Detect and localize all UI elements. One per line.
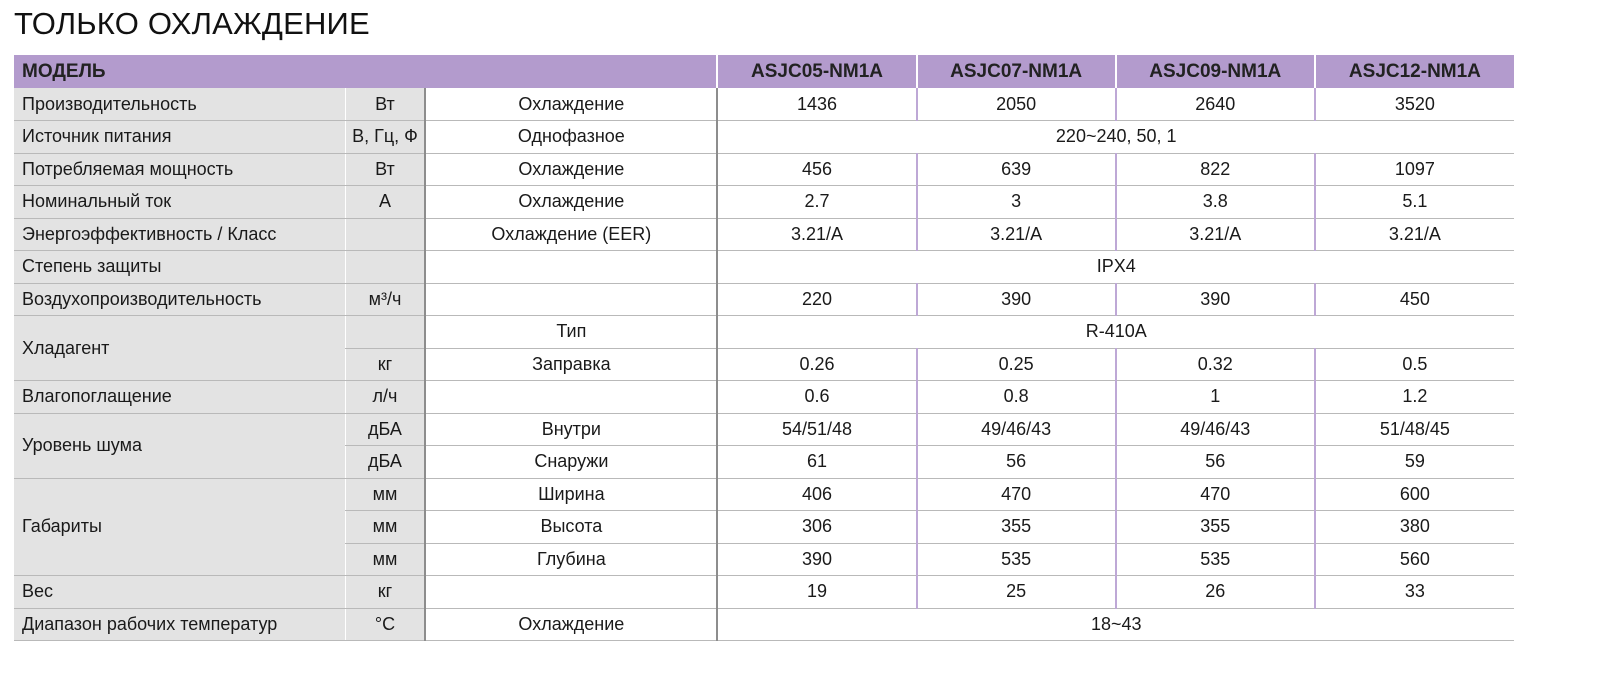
spec-value: 0.6 (717, 381, 916, 414)
spec-unit: А (345, 186, 425, 219)
model-header: ASJC09-NM1A (1116, 55, 1315, 88)
spec-value: 59 (1315, 446, 1514, 479)
spec-value: 1436 (717, 88, 916, 121)
spec-value: 390 (1116, 283, 1315, 316)
spec-label: Уровень шума (14, 413, 345, 478)
spec-label: Хладагент (14, 316, 345, 381)
spec-value: 3 (917, 186, 1116, 219)
spec-value: 470 (1116, 478, 1315, 511)
table-row (14, 88, 1514, 121)
spec-parameter (425, 576, 717, 609)
spec-value: 0.32 (1116, 348, 1315, 381)
spec-value: 220 (717, 283, 916, 316)
spec-unit: В, Гц, Ф (345, 121, 425, 154)
model-header: ASJC12-NM1A (1315, 55, 1514, 88)
spec-label: Производительность (14, 88, 345, 121)
spec-table-body (14, 88, 1514, 641)
table-row (14, 121, 1514, 154)
table-row (14, 218, 1514, 251)
spec-unit: м³/ч (345, 283, 425, 316)
spec-unit: дБА (345, 413, 425, 446)
spec-value-shared: IPX4 (717, 251, 1514, 284)
spec-value: 49/46/43 (1116, 413, 1315, 446)
spec-value: 390 (917, 283, 1116, 316)
table-row (14, 576, 1514, 609)
spec-unit: мм (345, 511, 425, 544)
spec-value: 19 (717, 576, 916, 609)
spec-parameter (425, 283, 717, 316)
spec-unit: мм (345, 478, 425, 511)
spec-value: 3.21/A (1116, 218, 1315, 251)
spec-value: 3.21/A (717, 218, 916, 251)
spec-value: 5.1 (1315, 186, 1514, 219)
table-row (14, 413, 1514, 446)
spec-unit (345, 316, 425, 349)
spec-parameter: Снаружи (425, 446, 717, 479)
model-header: ASJC07-NM1A (917, 55, 1116, 88)
spec-parameter (425, 381, 717, 414)
spec-parameter: Охлаждение (425, 608, 717, 641)
spec-parameter: Охлаждение (EER) (425, 218, 717, 251)
spec-parameter: Высота (425, 511, 717, 544)
spec-value: 560 (1315, 543, 1514, 576)
spec-value: 456 (717, 153, 916, 186)
spec-parameter: Охлаждение (425, 186, 717, 219)
spec-value: 54/51/48 (717, 413, 916, 446)
spec-value: 306 (717, 511, 916, 544)
spec-parameter: Однофазное (425, 121, 717, 154)
spec-value: 355 (917, 511, 1116, 544)
spec-value: 2.7 (717, 186, 916, 219)
spec-unit: дБА (345, 446, 425, 479)
spec-value: 0.26 (717, 348, 916, 381)
spec-value: 56 (1116, 446, 1315, 479)
spec-parameter (425, 251, 717, 284)
spec-label: Степень защиты (14, 251, 345, 284)
spec-parameter: Глубина (425, 543, 717, 576)
spec-value: 406 (717, 478, 916, 511)
spec-label: Энергоэффективность / Класс (14, 218, 345, 251)
spec-value: 3.21/A (1315, 218, 1514, 251)
spec-value: 0.25 (917, 348, 1116, 381)
spec-parameter: Охлаждение (425, 88, 717, 121)
spec-parameter: Охлаждение (425, 153, 717, 186)
spec-value: 600 (1315, 478, 1514, 511)
spec-value: 25 (917, 576, 1116, 609)
spec-value: 3.8 (1116, 186, 1315, 219)
spec-unit: кг (345, 576, 425, 609)
spec-unit (345, 251, 425, 284)
spec-label: Влагопоглащение (14, 381, 345, 414)
spec-value: 535 (1116, 543, 1315, 576)
header-row (14, 55, 1514, 88)
spec-label: Вес (14, 576, 345, 609)
spec-value: 639 (917, 153, 1116, 186)
spec-unit: °C (345, 608, 425, 641)
table-row (14, 251, 1514, 284)
spec-value-shared: R-410A (717, 316, 1514, 349)
spec-value: 0.5 (1315, 348, 1514, 381)
spec-unit: Вт (345, 88, 425, 121)
spec-value: 355 (1116, 511, 1315, 544)
spec-label: Диапазон рабочих температур (14, 608, 345, 641)
spec-value: 2640 (1116, 88, 1315, 121)
table-row (14, 316, 1514, 349)
spec-label: Номинальный ток (14, 186, 345, 219)
spec-value: 49/46/43 (917, 413, 1116, 446)
spec-value: 3.21/A (917, 218, 1116, 251)
table-row (14, 381, 1514, 414)
page-title: ТОЛЬКО ОХЛАЖДЕНИЕ (14, 6, 370, 41)
spec-value: 822 (1116, 153, 1315, 186)
spec-value: 1097 (1315, 153, 1514, 186)
spec-value: 51/48/45 (1315, 413, 1514, 446)
spec-unit: Вт (345, 153, 425, 186)
spec-value: 1.2 (1315, 381, 1514, 414)
table-row (14, 186, 1514, 219)
spec-label: Источник питания (14, 121, 345, 154)
spec-value: 450 (1315, 283, 1514, 316)
spec-value: 56 (917, 446, 1116, 479)
spec-parameter: Заправка (425, 348, 717, 381)
spec-unit: мм (345, 543, 425, 576)
spec-unit (345, 218, 425, 251)
spec-value: 1 (1116, 381, 1315, 414)
spec-table (14, 55, 1514, 641)
spec-value: 26 (1116, 576, 1315, 609)
spec-value-shared: 18~43 (717, 608, 1514, 641)
spec-value: 61 (717, 446, 916, 479)
spec-label: Потребляемая мощность (14, 153, 345, 186)
model-header: ASJC05-NM1A (717, 55, 916, 88)
spec-value: 3520 (1315, 88, 1514, 121)
spec-value: 390 (717, 543, 916, 576)
spec-value: 535 (917, 543, 1116, 576)
spec-table-header (14, 55, 1514, 88)
spec-value: 470 (917, 478, 1116, 511)
table-row (14, 283, 1514, 316)
model-header-label: МОДЕЛЬ (14, 55, 717, 88)
spec-value: 0.8 (917, 381, 1116, 414)
table-row (14, 153, 1514, 186)
spec-value-shared: 220~240, 50, 1 (717, 121, 1514, 154)
spec-parameter: Тип (425, 316, 717, 349)
spec-parameter: Внутри (425, 413, 717, 446)
table-row (14, 608, 1514, 641)
spec-value: 2050 (917, 88, 1116, 121)
spec-unit: л/ч (345, 381, 425, 414)
spec-label: Габариты (14, 478, 345, 576)
spec-value: 33 (1315, 576, 1514, 609)
spec-unit: кг (345, 348, 425, 381)
table-row (14, 478, 1514, 511)
spec-value: 380 (1315, 511, 1514, 544)
spec-label: Воздухопроизводительность (14, 283, 345, 316)
spec-parameter: Ширина (425, 478, 717, 511)
